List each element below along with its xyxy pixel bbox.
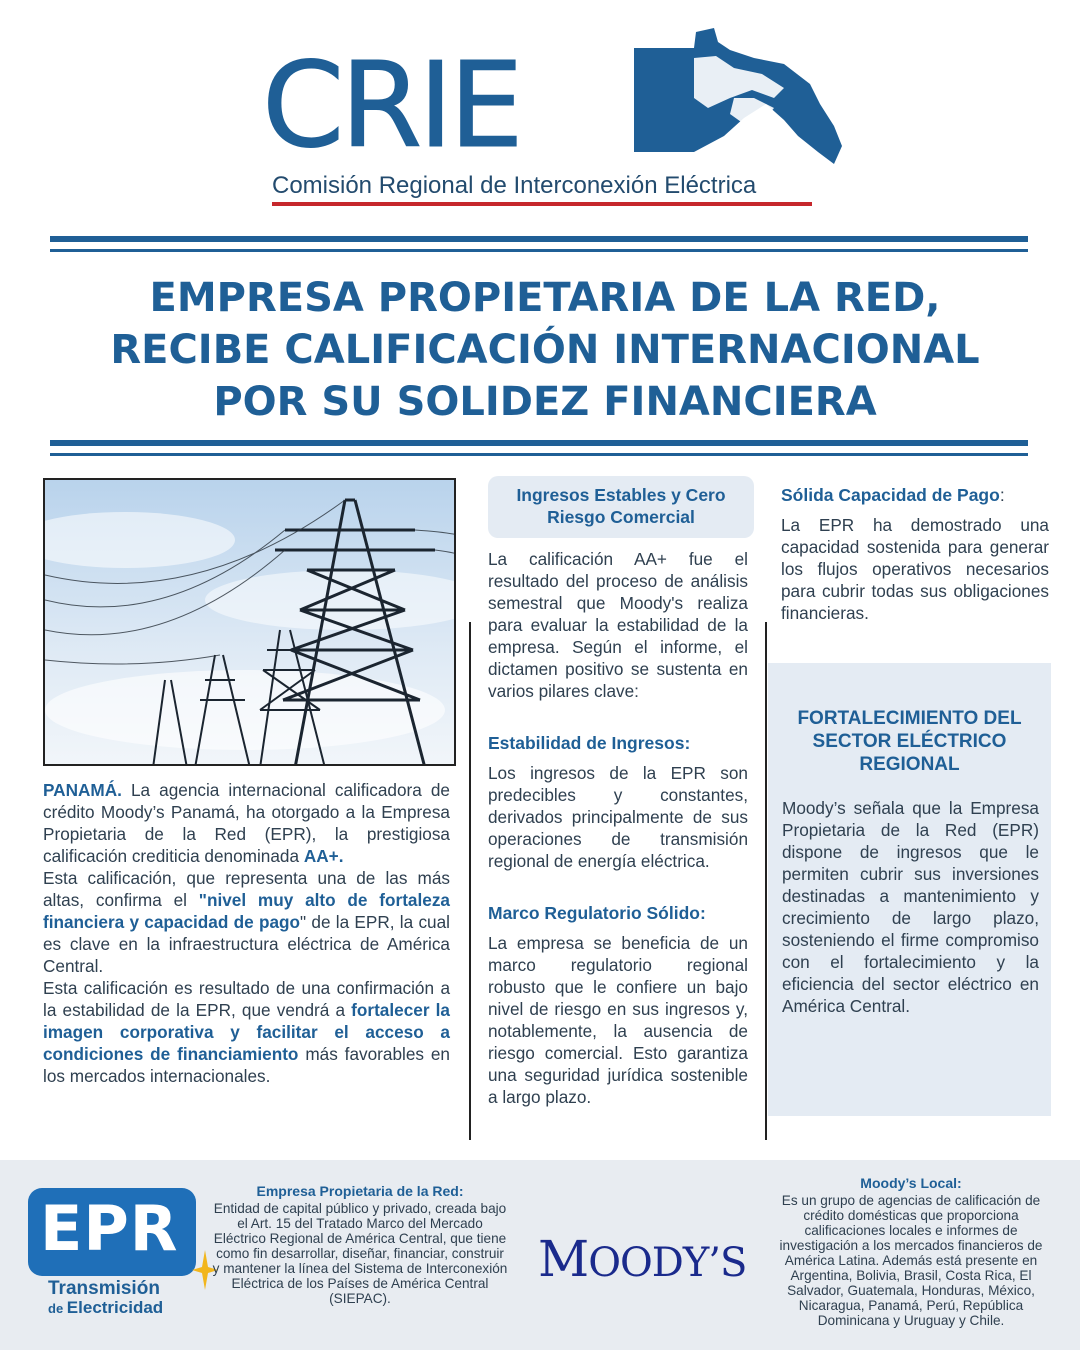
middle-intro: La calificación AA+ fue el resultado del proceso de análisis semestral que Moody's realiza para evaluar la estabilidad de la empresa. Según el informe, el dictamen positivo se sustenta en varios pilares clave: [488,549,748,701]
epr-logo-box [28,1188,196,1276]
heading-capacidad: Sólida Capacidad de Pago: [781,485,1005,505]
moodys-logo: MOODY’S [538,1230,747,1288]
epr-logo-letters: EPR [40,1192,179,1265]
footer [0,1160,1080,1350]
highlight-box [768,663,1051,1116]
section-pill-title: Ingresos Estables y Cero Riesgo Comercial [488,476,754,538]
paragraph-result: Esta calificación es resultado de una confirmación a la estabilidad de la EPR, que vendrá a fortalecer la imagen corporativa y facilitar el acceso a condiciones de financiamiento más favorables en los mercados internacionales. [43,978,450,1086]
epr-description [212,1184,508,1306]
bottom-rule-2 [50,453,1028,456]
box-title: FORTALECIMIENTO DEL SECTOR ELÉCTRICO REGIONAL [797,708,1022,775]
text-estabilidad: Los ingresos de la EPR son predecibles y constantes, derivados principalmente de sus operaciones de transmisión regional de energía eléctrica. [488,763,748,871]
column-left [43,779,450,1087]
logo-underline [272,202,812,206]
epr-tagline-2: de Electricidad [48,1298,164,1317]
headline-line-3: POR SU SOLIDEZ FINANCIERA [213,379,877,425]
epr-description-title: Empresa Propietaria de la Red: [256,1183,464,1199]
headline-line-2: RECIBE CALIFICACIÓN INTERNACIONAL [110,327,980,373]
top-rule-2 [50,249,1028,252]
central-america-map-icon [634,28,844,168]
epr-description-text: Entidad de capital público y privado, creada bajo el Art. 15 del Tratado Marco del Mercado Eléctrico Regional de América Central, que tiene como fin desarrollar, diseñar, financiar, construir y mantener la línea del Sistema de Interconexión Eléctrica de los Países de América Central (SIEPAC). [212,1201,508,1306]
crie-subtitle: Comisión Regional de Interconexión Eléctrica [272,172,757,199]
column-middle [488,548,748,1108]
text-capacidad: La EPR ha demostrado una capacidad sostenida para generar los flujos operativos necesarios para cubrir todas sus obligaciones financieras. [781,515,1049,623]
headline-line-1: EMPRESA PROPIETARIA DE LA RED, [149,275,941,321]
page-title [40,272,1050,428]
paragraph-intro: PANAMÁ. La agencia internacional calificadora de crédito Moody’s Panamá, ha otorgado a la Empresa Propietaria de la Red (EPR), la prestigiosa calificación crediticia denominada AA+. [43,780,450,866]
heading-estabilidad: Estabilidad de Ingresos: [488,733,691,753]
heading-marco: Marco Regulatorio Sólido: [488,903,706,923]
moodys-description-text: Es un grupo de agencias de calificación de crédito domésticas que proporciona calificaciones locales e informes de investigación a los mercados financieros de América Latina. Además está presente en Argentina, Bolivia, Brasil, Costa Rica, El Salvador, Guatemala, Honduras, México, Nicaragua, Panamá, Perú, República Dominicana y Uruguay y Chile. [779,1193,1043,1328]
power-lines-photo [43,478,456,766]
moodys-description-title: Moody’s Local: [860,1175,962,1191]
box-text: Moody’s señala que la Empresa Propietaria de la Red (EPR) dispone de ingresos que le permiten cubrir sus inversiones destinadas a mantenimiento y crecimiento de largo plazo, sosteniendo el firme compromiso con el fortalecimiento y la eficiencia del sector eléctrico en América Central. [782,798,1039,1016]
epr-tagline-1: Transmisión [48,1278,160,1299]
crie-logo [262,28,842,208]
column-divider-1 [469,622,471,1140]
moodys-description [770,1176,1052,1328]
epr-logo [28,1188,218,1338]
paragraph-rating: Esta calificación, que representa una de las más altas, confirma el "nivel muy alto de fortaleza financiera y capacidad de pago" de la EPR, la cual es clave en la infraestructura eléctrica de América Central. [43,868,450,976]
column-right [781,484,1049,624]
text-marco: La empresa se beneficia de un marco regulatorio regional robusto que le confiere un bajo nivel de riesgo en sus ingresos y, notablemente, la ausencia de riesgo comercial. Esto garantiza una seguridad jurídica sostenible a largo plazo. [488,933,748,1107]
crie-logo-text: CRIE [262,36,520,174]
column-divider-2 [765,622,767,1140]
top-rule-1 [50,236,1028,242]
bottom-rule-1 [50,440,1028,446]
